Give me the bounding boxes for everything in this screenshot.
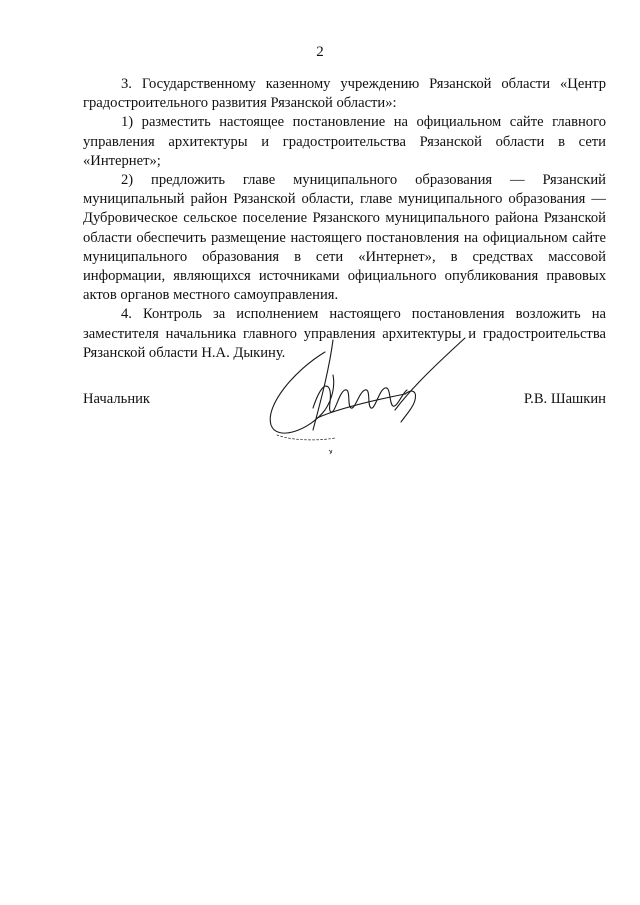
signatory-title: Начальник [83, 391, 151, 407]
document-body [83, 75, 606, 363]
paragraph-3-1: 1) разместить настоящее постановление на официальном сайте главного управления архитектуры и градостроительства Рязанской области в сети «Интернет»; [83, 114, 606, 169]
paragraph-3-2: 2) предложить главе муниципального образования — Рязанский муниципальный район Рязанской области, главе муниципального образования — Дубровическое сельское поселение Рязанского муниципального района Рязанской области обеспечить размещение настоящего постановления на официальном сайте муниципального образования в сети «Интернет», в средствах массовой информации, являющихся источниками официального опубликования правовых актов органов местного самоуправления. [83, 172, 606, 304]
paragraph-4: 4. Контроль за исполнением настоящего постановления возложить на заместителя начальника главного управления архитектуры и градостроительства Рязанской области Н.А. Дыкину. [83, 306, 606, 361]
signatory-name: Р.В. Шашкин [523, 391, 606, 407]
ink-speck [327, 448, 335, 456]
handwritten-signature [255, 330, 485, 460]
paragraph-3: 3. Государственному казенному учреждению Рязанской области «Центр градостроительного развития Рязанской области»: [83, 76, 606, 112]
page-number: 2 [316, 44, 324, 60]
